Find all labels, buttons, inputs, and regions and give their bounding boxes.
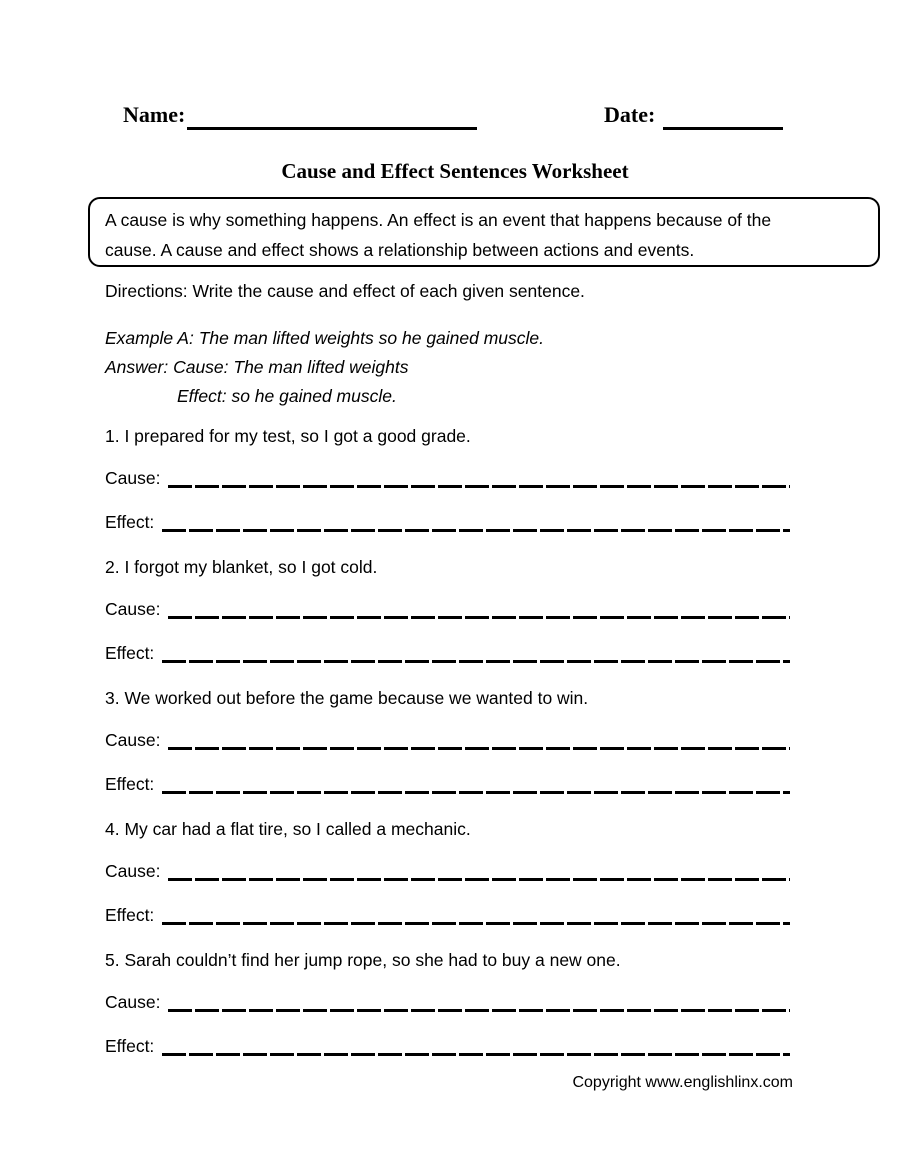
- effect-label: Effect:: [105, 905, 155, 925]
- question-sentence: 1. I prepared for my test, so I got a good grade.: [105, 426, 471, 446]
- question-sentence: 2. I forgot my blanket, so I got cold.: [105, 557, 378, 577]
- cause-label: Cause:: [105, 599, 161, 619]
- effect-label: Effect:: [105, 1036, 155, 1056]
- cause-label: Cause:: [105, 861, 161, 881]
- copyright-text: Copyright www.englishlinx.com: [572, 1074, 793, 1091]
- effect-label: Effect:: [105, 643, 155, 663]
- effect-label: Effect:: [105, 774, 155, 794]
- name-blank-line: [187, 127, 477, 130]
- effect-row: [105, 512, 790, 533]
- question-item-3: [105, 688, 790, 795]
- effect-label: Effect:: [105, 512, 155, 532]
- effect-row: [105, 643, 790, 664]
- cause-label: Cause:: [105, 730, 161, 750]
- effect-blank-line: [162, 791, 790, 794]
- definition-text-line-1: A cause is why something happens. An effect is an event that happens because of the: [105, 210, 772, 230]
- example-answer-effect: Effect: so he gained muscle.: [177, 386, 397, 406]
- example-sentence: Example A: The man lifted weights so he gained muscle.: [105, 328, 545, 348]
- example-block: [105, 324, 544, 411]
- question-sentence: 4. My car had a flat tire, so I called a mechanic.: [105, 819, 471, 839]
- question-item-5: [105, 950, 790, 1057]
- question-sentence: 5. Sarah couldn’t find her jump rope, so she had to buy a new one.: [105, 950, 621, 970]
- example-answer-cause: Answer: Cause: The man lifted weights: [105, 357, 409, 377]
- question-item-1: [105, 426, 790, 533]
- cause-blank-line: [168, 747, 790, 750]
- page-title: Cause and Effect Sentences Worksheet: [281, 159, 629, 183]
- question-item-4: [105, 819, 790, 926]
- question-sentence: 3. We worked out before the game because we wanted to win.: [105, 688, 589, 708]
- name-label: Name:: [123, 102, 186, 127]
- cause-row: [105, 992, 790, 1013]
- cause-blank-line: [168, 616, 790, 619]
- cause-row: [105, 730, 790, 751]
- effect-blank-line: [162, 1053, 790, 1056]
- question-item-2: [105, 557, 790, 664]
- cause-row: [105, 599, 790, 620]
- cause-blank-line: [168, 485, 790, 488]
- effect-row: [105, 905, 790, 926]
- effect-blank-line: [162, 529, 790, 532]
- cause-blank-line: [168, 878, 790, 881]
- cause-label: Cause:: [105, 992, 161, 1012]
- cause-row: [105, 861, 790, 882]
- date-label: Date:: [604, 102, 656, 127]
- date-blank-line: [663, 127, 783, 130]
- cause-label: Cause:: [105, 468, 161, 488]
- cause-blank-line: [168, 1009, 790, 1012]
- directions-text: Directions: Write the cause and effect of each given sentence.: [105, 281, 585, 301]
- effect-blank-line: [162, 922, 790, 925]
- definition-text-line-2: cause. A cause and effect shows a relationship between actions and events.: [105, 240, 695, 260]
- question-list: [105, 426, 790, 1081]
- effect-row: [105, 774, 790, 795]
- effect-blank-line: [162, 660, 790, 663]
- definition-box: [88, 197, 880, 267]
- cause-row: [105, 468, 790, 489]
- effect-row: [105, 1036, 790, 1057]
